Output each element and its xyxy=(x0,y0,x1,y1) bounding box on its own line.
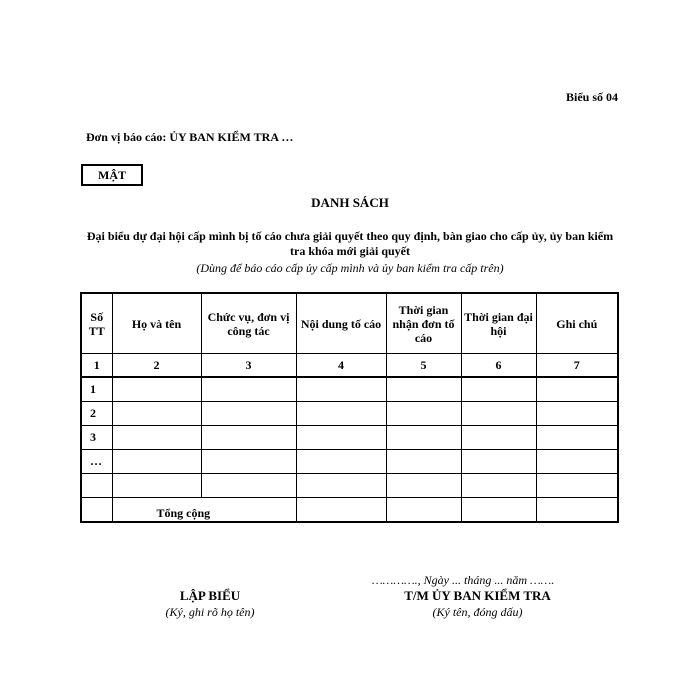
table-cell xyxy=(201,450,296,474)
table-cell xyxy=(296,474,386,498)
table-cell xyxy=(112,426,201,450)
row-stt: 1 xyxy=(81,377,112,402)
document-note: (Dùng để báo cáo cấp ủy cấp mình và ủy ban kiểm tra cấp trên) xyxy=(196,261,504,275)
header-position-unit: Chức vụ, đơn vị công tác xyxy=(201,293,296,354)
table-cell xyxy=(81,498,112,523)
table-cell xyxy=(112,402,201,426)
table-cell xyxy=(386,377,461,402)
preparer-signature-block xyxy=(140,588,280,621)
table-row xyxy=(81,402,618,426)
table-cell xyxy=(296,498,386,523)
table-cell xyxy=(386,474,461,498)
date-line: …………., Ngày ... tháng ... năm ……. xyxy=(372,573,555,587)
table-row xyxy=(81,474,618,498)
column-number: 5 xyxy=(386,354,461,378)
table-cell xyxy=(461,426,536,450)
table-cell xyxy=(386,426,461,450)
column-number: 4 xyxy=(296,354,386,378)
column-number: 3 xyxy=(201,354,296,378)
reporting-unit: Đơn vị báo cáo: ỦY BAN KIỂM TRA … xyxy=(86,130,294,144)
table-cell xyxy=(536,402,618,426)
table-row xyxy=(81,450,618,474)
header-notes: Ghi chú xyxy=(536,293,618,354)
column-number: 2 xyxy=(112,354,201,378)
table-row xyxy=(81,426,618,450)
table-cell xyxy=(112,474,201,498)
table-cell xyxy=(536,474,618,498)
header-stt: Số TT xyxy=(81,293,112,354)
total-row xyxy=(81,498,618,523)
row-stt: 2 xyxy=(81,402,112,426)
table-cell xyxy=(461,474,536,498)
table-cell xyxy=(296,402,386,426)
table-cell xyxy=(461,450,536,474)
table-header-row xyxy=(81,293,618,354)
preparer-note: (Ký, ghi rõ họ tên) xyxy=(165,605,255,619)
total-label: Tổng cộng xyxy=(112,498,296,523)
table-cell xyxy=(386,450,461,474)
preparer-title: LẬP BIỂU xyxy=(179,588,241,603)
secret-mark-box: MẬT xyxy=(81,164,143,186)
table-cell xyxy=(201,426,296,450)
table-cell xyxy=(112,450,201,474)
table-cell xyxy=(461,402,536,426)
committee-signature-block xyxy=(360,588,595,621)
table-cell xyxy=(201,474,296,498)
form-number: Biểu số 04 xyxy=(565,90,618,104)
column-number-row xyxy=(81,354,618,378)
header-complaint-received-time: Thời gian nhận đơn tố cáo xyxy=(386,293,461,354)
table-cell xyxy=(536,498,618,523)
document-title: DANH SÁCH xyxy=(311,195,389,210)
table-cell xyxy=(201,402,296,426)
committee-note: (Ký tên, đóng dấu) xyxy=(432,605,523,619)
header-complaint-content: Nội dung tố cáo xyxy=(296,293,386,354)
header-congress-time: Thời gian đại hội xyxy=(461,293,536,354)
table-cell xyxy=(461,377,536,402)
document-subtitle: Đại biểu dự đại hội cấp mình bị tố cáo chưa giải quyết theo quy định, bàn giao cho cấp ủy, ủy ban kiểm tra khóa mới giải quyết xyxy=(86,229,614,258)
row-stt: 3 xyxy=(81,426,112,450)
table-row xyxy=(81,377,618,402)
table-cell xyxy=(536,426,618,450)
table-cell xyxy=(296,426,386,450)
table-cell xyxy=(112,377,201,402)
table-cell xyxy=(461,498,536,523)
table-cell xyxy=(296,450,386,474)
column-number: 6 xyxy=(461,354,536,378)
table-cell xyxy=(201,377,296,402)
table-cell xyxy=(536,450,618,474)
column-number: 1 xyxy=(81,354,112,378)
table-cell xyxy=(386,402,461,426)
committee-title: T/M ỦY BAN KIỂM TRA xyxy=(404,588,551,603)
table-cell xyxy=(386,498,461,523)
row-stt xyxy=(81,474,112,498)
header-full-name: Họ và tên xyxy=(112,293,201,354)
delegate-list-table xyxy=(80,292,619,523)
row-stt: … xyxy=(81,450,112,474)
column-number: 7 xyxy=(536,354,618,378)
table-cell xyxy=(536,377,618,402)
table-cell xyxy=(296,377,386,402)
